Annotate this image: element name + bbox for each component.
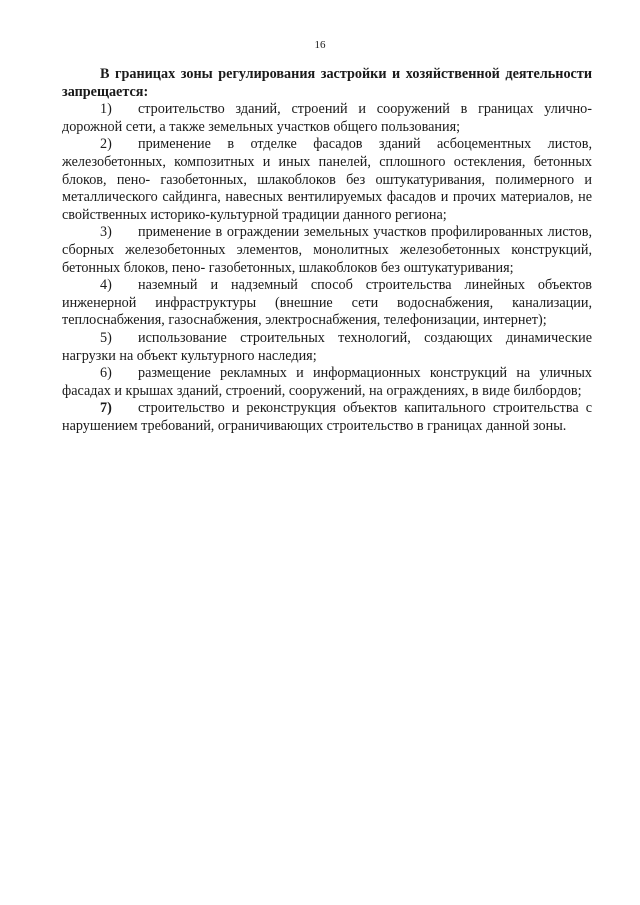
list-item-number: 5) [100, 329, 112, 346]
list-item [62, 277, 592, 330]
list-item-text: строительство и реконструкция объектов капитального строительства с нарушением требований, ограничивающих строительство в границах данной зоны. [62, 400, 592, 434]
list-item [62, 400, 592, 435]
document-body [62, 66, 592, 435]
list-item-number: 4) [100, 277, 112, 294]
list-item-text: наземный и надземный способ строительства линейных объектов инженерной инфраструктуры (внешние сети водоснабжения, канализации, теплоснабжения, газоснабжения, электроснабжения, телефонизации, интернет); [62, 277, 592, 329]
list-item [62, 224, 592, 277]
list-item-number: 3) [100, 224, 112, 241]
list-item [62, 330, 592, 365]
list-item-text: размещение рекламных и информационных конструкций на уличных фасадах и крышах зданий, строений, сооружений, на ограждениях, в виде билбордов; [62, 365, 592, 399]
list-item-number: 2) [100, 136, 112, 153]
list-item-number: 7) [100, 400, 112, 417]
list-item-number: 1) [100, 101, 112, 118]
list-item-text: строительство зданий, строений и сооружений в границах улично-дорожной сети, а также земельных участков общего пользования; [62, 101, 592, 135]
list-item-text: применение в отделке фасадов зданий асбоцементных листов, железобетонных, композитных и иных панелей, сплошного остекления, бетонных блоков, пено- газобетонных, шлакоблоков без оштукатуривания, полимерного и металлического сайдинга, навесных вентилируемых фасадов и прочих материалов, не свойственных историко-культурной традиции данного региона; [62, 136, 592, 223]
list-item [62, 101, 592, 136]
list-item-text: применение в ограждении земельных участков профилированных листов, сборных железобетонных элементов, монолитных железобетонных конструкций, бетонных блоков, пено- газобетонных, шлакоблоков без оштукатуривания; [62, 224, 592, 276]
list-item [62, 365, 592, 400]
list-item-number: 6) [100, 365, 112, 382]
list-item [62, 136, 592, 224]
list-item-text: использование строительных технологий, создающих динамические нагрузки на объект культурного наследия; [62, 329, 592, 364]
section-heading: В границах зоны регулирования застройки и хозяйственной деятельности запрещается: [62, 66, 592, 100]
page-number: 16 [314, 39, 326, 51]
